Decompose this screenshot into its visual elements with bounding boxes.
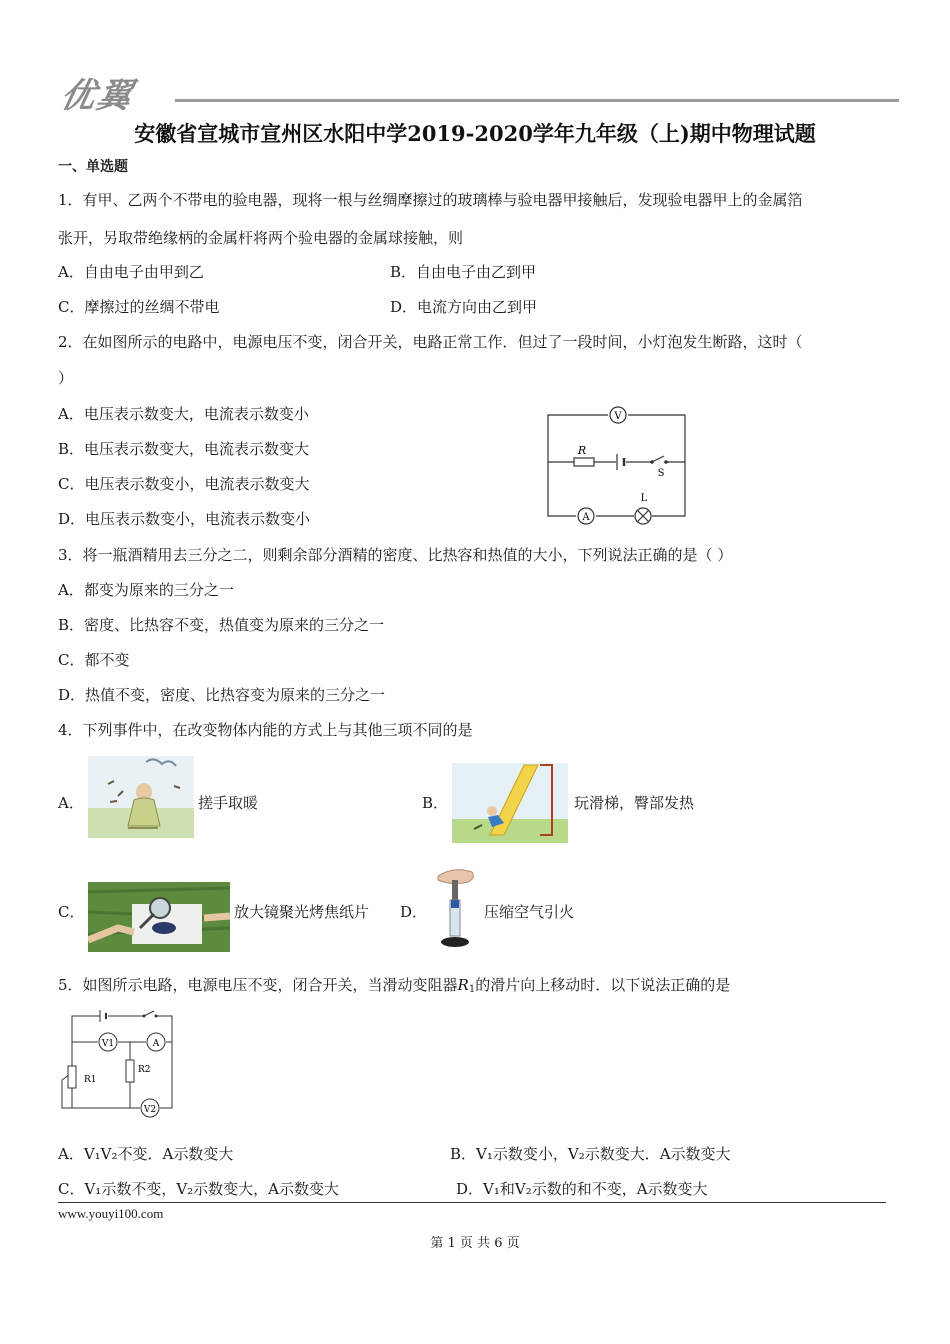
header-rule	[175, 99, 899, 102]
q5-option-c: C．V₁示数不变，V₂示数变大，A示数变大	[58, 1180, 340, 1198]
q4-image-c	[88, 882, 230, 952]
page-title: 安徽省宣城市宣州区水阳中学2019-2020学年九年级（上)期中物理试题	[134, 121, 816, 146]
switch-symbol	[650, 460, 668, 479]
q1-option-b: B．自由电子由乙到甲	[390, 263, 537, 281]
q5-stem-post: 的滑片向上移动时．以下说法正确的是	[475, 976, 731, 994]
ammeter-symbol	[578, 508, 594, 524]
q5-stem-pre: 5．如图所示电路，电源电压不变，闭合开关，当滑动变阻器	[58, 976, 458, 994]
q1-option-c: C．摩擦过的丝绸不带电	[58, 298, 220, 316]
svg-text:R: R	[577, 444, 587, 457]
magnifier-burning-paper-illustration	[88, 882, 230, 952]
footer-url[interactable]: www.youyi100.com	[58, 1206, 164, 1221]
rubbing-hands-illustration	[88, 756, 194, 838]
page-number: 第 1 页 共 6 页	[430, 1236, 520, 1251]
q2-option-c: C．电压表示数变小，电流表示数变大	[58, 475, 310, 493]
q4-option-c-text: 放大镜聚光烤焦纸片	[234, 903, 370, 921]
q5-option-b: B．V₁示数变小，V₂示数变大．A示数变大	[450, 1145, 731, 1163]
q2-stem-line2: ）	[58, 369, 74, 387]
svg-text:V2: V2	[143, 1105, 157, 1115]
q5-option-d: D．V₁和V₂示数的和不变，A示数变大	[456, 1180, 708, 1198]
q4-option-b-label: B．	[422, 794, 449, 812]
q4-option-a-text: 搓手取暖	[198, 794, 259, 812]
q2-option-b: B．电压表示数变大，电流表示数变大	[58, 440, 310, 458]
section-heading: 一、单选题	[58, 159, 128, 175]
v1-meter-symbol	[99, 1033, 117, 1051]
q4-option-d-text: 压缩空气引火	[484, 903, 575, 921]
q5-stem	[58, 975, 730, 1000]
q2-circuit-diagram	[540, 400, 690, 525]
svg-text:V: V	[614, 411, 622, 422]
q4-image-a	[88, 756, 194, 838]
svg-text:V1: V1	[101, 1039, 115, 1049]
q3-option-a: A．都变为原来的三分之一	[58, 581, 234, 599]
footer-rule	[58, 1202, 886, 1203]
q3-option-d: D．热值不变，密度、比热容变为原来的三分之一	[58, 686, 386, 704]
slide-illustration	[452, 763, 568, 843]
q2-stem-line1: 2．在如图所示的电路中，电源电压不变，闭合开关，电路正常工作．但过了一段时间，小灯泡发生断路，这时（	[58, 333, 803, 351]
svg-text:R1: R1	[84, 1075, 97, 1085]
a-meter-symbol	[147, 1033, 165, 1051]
q3-option-c: C．都不变	[58, 651, 130, 669]
svg-text:R2: R2	[138, 1065, 151, 1075]
q3-option-b: B．密度、比热容不变，热值变为原来的三分之一	[58, 616, 385, 634]
q1-stem-line1: 1．有甲、乙两个不带电的验电器，现将一根与丝绸摩擦过的玻璃棒与验电器甲接触后，发现验电器甲上的金属箔	[58, 191, 803, 209]
q2-option-d: D．电压表示数变小，电流表示数变小	[58, 510, 311, 528]
battery-symbol	[617, 454, 624, 470]
q2-option-a: A．电压表示数变大，电流表示数变小	[58, 405, 309, 423]
q1-option-d: D．电流方向由乙到甲	[390, 298, 538, 316]
q5-stem-r1: R	[457, 976, 469, 994]
q1-option-a: A．自由电子由甲到乙	[58, 263, 204, 281]
air-compression-igniter-illustration	[430, 862, 480, 952]
q4-option-b-text: 玩滑梯，臀部发热	[574, 794, 695, 812]
r1-rheostat-symbol	[68, 1066, 97, 1088]
logo: 优翼	[57, 76, 138, 116]
q5-option-a: A．V₁V₂不变．A示数变大	[58, 1145, 234, 1163]
q4-stem: 4．下列事件中，在改变物体内能的方式上与其他三项不同的是	[58, 721, 473, 739]
q4-image-b	[452, 763, 568, 843]
q5-stem-r1-sub: 1	[468, 984, 476, 995]
svg-text:A: A	[152, 1039, 160, 1049]
q3-stem: 3．将一瓶酒精用去三分之二，则剩余部分酒精的密度、比热容和热值的大小，下列说法正确的是（ ）	[58, 546, 733, 564]
svg-text:L: L	[640, 493, 648, 504]
resistor-symbol	[574, 444, 594, 466]
q4-option-a-label: A．	[58, 794, 84, 812]
q4-image-d	[430, 862, 480, 952]
v2-meter-symbol	[141, 1099, 159, 1117]
svg-text:S: S	[657, 468, 665, 479]
svg-text:A: A	[582, 512, 590, 523]
r2-resistor-symbol	[126, 1060, 151, 1082]
q4-option-c-label: C．	[58, 903, 85, 921]
q4-option-d-label: D．	[400, 903, 428, 921]
voltmeter-symbol	[610, 407, 626, 423]
q5-circuit-diagram	[60, 1008, 180, 1120]
lamp-symbol	[635, 493, 651, 524]
q1-stem-line2: 张开，另取带绝缘柄的金属杆将两个验电器的金属球接触，则	[58, 229, 464, 247]
